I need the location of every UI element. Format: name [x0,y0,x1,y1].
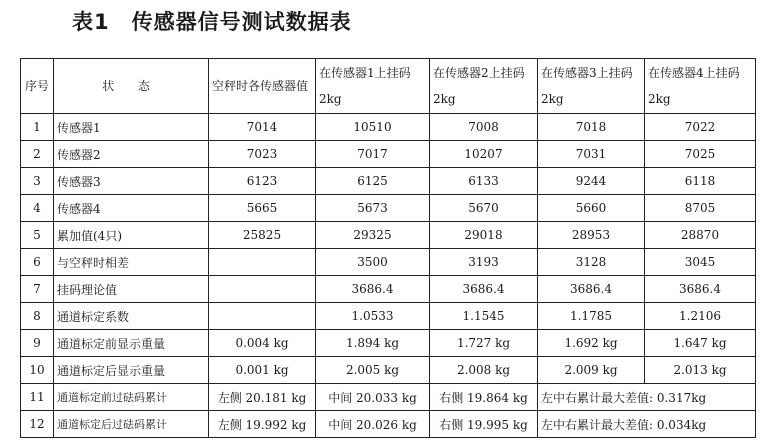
row-value: 3686.4 [538,276,645,303]
row-value: 2.008 kg [430,357,538,384]
row-value: 5660 [538,195,645,222]
row-value: 7017 [316,141,430,168]
header-empty-scale: 空秤时各传感器值 [209,59,316,114]
header-sensor4-load: 在传感器4上挂码2kg [645,59,756,114]
table-row [21,141,756,168]
row-value [209,249,316,276]
row-value: 7008 [430,114,538,141]
row-value: 1.1545 [430,303,538,330]
middle-total: 中间 20.026 kg [316,411,430,438]
row-index: 8 [21,303,54,330]
row-value: 1.2106 [645,303,756,330]
row-value: 3045 [645,249,756,276]
row-value: 5673 [316,195,430,222]
row-value: 0.004 kg [209,330,316,357]
row-value: 5665 [209,195,316,222]
row-value: 6133 [430,168,538,195]
row-state: 通道标定前过砝码累计 [54,384,209,411]
row-value [209,276,316,303]
row-state: 传感器3 [54,168,209,195]
table-row [21,249,756,276]
table-row [21,222,756,249]
max-difference: 左中右累计最大差值: 0.034kg [538,411,756,438]
table-row [21,303,756,330]
row-value: 3128 [538,249,645,276]
row-value: 1.1785 [538,303,645,330]
row-index: 7 [21,276,54,303]
row-value: 9244 [538,168,645,195]
row-value: 28870 [645,222,756,249]
row-value: 1.894 kg [316,330,430,357]
row-index: 10 [21,357,54,384]
row-state: 通道标定前显示重量 [54,330,209,357]
table-caption [72,6,352,36]
row-state: 传感器2 [54,141,209,168]
table-row [21,114,756,141]
middle-total: 中间 20.033 kg [316,384,430,411]
row-value: 3686.4 [430,276,538,303]
row-index: 9 [21,330,54,357]
header-state: 状 态 [54,59,209,114]
row-value: 5670 [430,195,538,222]
row-value: 7018 [538,114,645,141]
row-value: 1.647 kg [645,330,756,357]
table-row [21,195,756,222]
row-value: 25825 [209,222,316,249]
row-state: 通道标定后显示重量 [54,357,209,384]
left-total: 左侧 20.181 kg [209,384,316,411]
header-index: 序号 [21,59,54,114]
row-state: 传感器4 [54,195,209,222]
row-value: 10510 [316,114,430,141]
row-index: 11 [21,384,54,411]
row-state: 与空秤时相差 [54,249,209,276]
row-value: 2.013 kg [645,357,756,384]
header-sensor3-load: 在传感器3上挂码2kg [538,59,645,114]
row-state: 挂码理论值 [54,276,209,303]
row-value: 7022 [645,114,756,141]
row-state: 累加值(4只) [54,222,209,249]
row-value: 7023 [209,141,316,168]
row-value: 0.001 kg [209,357,316,384]
row-value [209,303,316,330]
max-difference: 左中右累计最大差值: 0.317kg [538,384,756,411]
row-value: 6118 [645,168,756,195]
table-row [21,357,756,384]
row-value: 3686.4 [645,276,756,303]
row-value: 6125 [316,168,430,195]
row-state: 传感器1 [54,114,209,141]
row-value: 10207 [430,141,538,168]
sensor-data-table [20,58,756,438]
row-value: 7014 [209,114,316,141]
table-row [21,276,756,303]
table-row [21,384,756,411]
row-index: 12 [21,411,54,438]
row-value: 29325 [316,222,430,249]
row-value: 6123 [209,168,316,195]
header-row [21,59,756,114]
row-index: 3 [21,168,54,195]
header-sensor1-load: 在传感器1上挂码2kg [316,59,430,114]
row-state: 通道标定后过砝码累计 [54,411,209,438]
row-value: 1.692 kg [538,330,645,357]
row-value: 2.009 kg [538,357,645,384]
header-sensor2-load: 在传感器2上挂码2kg [430,59,538,114]
row-value: 8705 [645,195,756,222]
row-index: 4 [21,195,54,222]
table-row [21,168,756,195]
row-value: 3686.4 [316,276,430,303]
table-title: 传感器信号测试数据表 [131,10,352,34]
row-value: 1.0533 [316,303,430,330]
table-row [21,411,756,438]
row-value: 7025 [645,141,756,168]
left-total: 左侧 19.992 kg [209,411,316,438]
row-value: 3193 [430,249,538,276]
row-value: 7031 [538,141,645,168]
row-value: 28953 [538,222,645,249]
row-value: 3500 [316,249,430,276]
row-index: 2 [21,141,54,168]
right-total: 右侧 19.864 kg [430,384,538,411]
row-value: 1.727 kg [430,330,538,357]
row-value: 29018 [430,222,538,249]
row-index: 1 [21,114,54,141]
row-value: 2.005 kg [316,357,430,384]
row-index: 6 [21,249,54,276]
table-number: 表1 [72,10,110,34]
row-state: 通道标定系数 [54,303,209,330]
right-total: 右侧 19.995 kg [430,411,538,438]
table-row [21,330,756,357]
row-index: 5 [21,222,54,249]
